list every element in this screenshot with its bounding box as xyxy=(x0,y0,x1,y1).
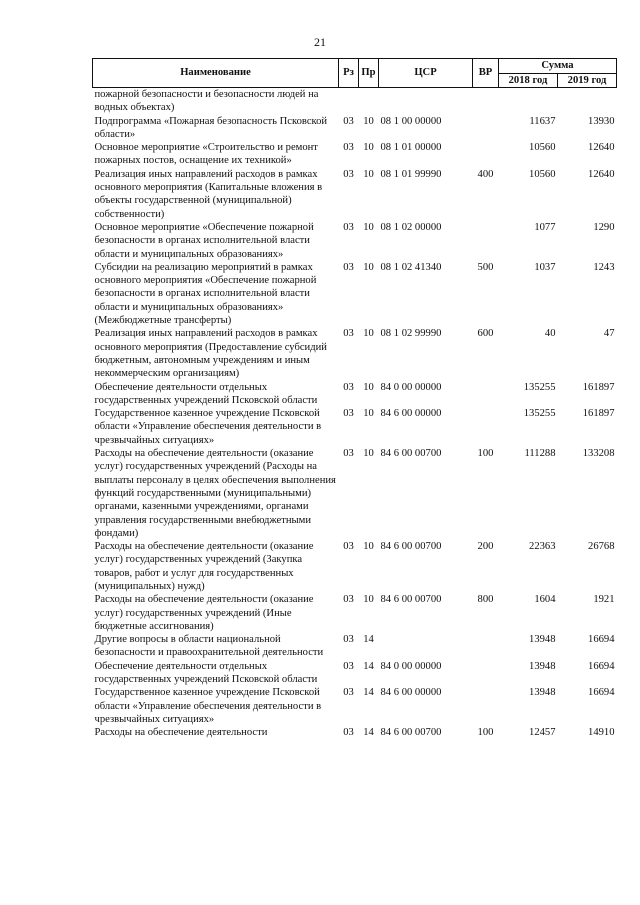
row-csr-cell: 84 6 00 00700 xyxy=(380,448,442,460)
row-csr-cell: 84 0 00 00000 xyxy=(380,660,442,672)
row-vr-cell: 200 xyxy=(477,541,494,553)
row-csr-cell: 08 1 02 99990 xyxy=(380,328,442,340)
row-rz-cell: 03 xyxy=(343,541,354,553)
row-2019-cell: 12640 xyxy=(588,142,615,154)
row-2019-cell: 26768 xyxy=(588,541,615,553)
row-name-cell: Государственное казенное учреждение Псковской области «Управление обеспечения деятельности в чрезвычайных ситуациях» xyxy=(94,408,322,446)
row-2018-cell: 11637 xyxy=(529,115,556,127)
row-csr-cell: 84 6 00 00000 xyxy=(380,408,442,420)
row-rz-cell: 03 xyxy=(343,328,354,340)
row-pr-cell xyxy=(359,88,379,115)
row-pr-cell: 14 xyxy=(363,660,374,672)
row-2018-cell: 40 xyxy=(544,328,556,340)
row-pr-cell: 10 xyxy=(363,115,374,127)
page-number: 21 xyxy=(314,35,326,49)
row-vr-cell xyxy=(473,381,499,408)
row-vr-cell xyxy=(473,221,499,261)
row-pr-cell: 10 xyxy=(363,328,374,340)
row-2018-cell: 10560 xyxy=(529,142,556,154)
row-rz-cell: 03 xyxy=(343,408,354,420)
table-row xyxy=(93,447,617,540)
row-2019-cell: 12640 xyxy=(588,168,615,180)
row-rz-cell: 03 xyxy=(343,168,354,180)
table-row xyxy=(93,88,617,115)
row-2019-cell: 16694 xyxy=(588,660,615,672)
row-csr-cell xyxy=(379,633,473,660)
header-year-2018: 2018 год xyxy=(499,73,558,88)
row-2019-cell: 161897 xyxy=(582,381,615,393)
row-2019-cell: 1290 xyxy=(593,221,615,233)
row-pr-cell: 10 xyxy=(363,168,374,180)
table-row xyxy=(93,407,617,447)
row-2018-cell: 1037 xyxy=(534,261,556,273)
budget-table xyxy=(92,58,617,740)
row-csr-cell: 08 1 02 41340 xyxy=(380,261,442,273)
row-vr-cell xyxy=(473,407,499,447)
row-name-cell: Обеспечение деятельности отдельных государственных учреждений Псковской области xyxy=(94,660,318,686)
row-pr-cell: 10 xyxy=(363,448,374,460)
row-vr-cell xyxy=(473,686,499,726)
row-2018-cell: 135255 xyxy=(523,408,556,420)
header-rz: Рз xyxy=(339,59,359,88)
row-csr-cell: 08 1 02 00000 xyxy=(380,221,442,233)
header-year-2019: 2019 год xyxy=(558,73,617,88)
row-vr-cell xyxy=(473,141,499,168)
row-rz-cell: 03 xyxy=(343,221,354,233)
row-name-cell: Реализация иных направлений расходов в рамках основного мероприятия (Капитальные вложения в объекты государственной (муниципальной) собственности) xyxy=(94,168,323,220)
row-2018-cell: 111288 xyxy=(524,448,556,460)
table-row xyxy=(93,327,617,380)
row-csr-cell xyxy=(379,88,473,115)
row-vr-cell xyxy=(473,633,499,660)
row-2018-cell: 12457 xyxy=(529,727,556,739)
row-2019-cell: 47 xyxy=(603,328,615,340)
table-row xyxy=(93,660,617,687)
table-row xyxy=(93,141,617,168)
row-name-cell: Другие вопросы в области национальной безопасности и правоохранительной деятельности xyxy=(94,634,324,659)
row-2019-cell: 14910 xyxy=(588,727,615,739)
table-row xyxy=(93,540,617,593)
row-csr-cell: 08 1 01 99990 xyxy=(380,168,442,180)
table-row xyxy=(93,115,617,142)
row-pr-cell: 10 xyxy=(363,221,374,233)
row-rz-cell: 03 xyxy=(343,381,354,393)
row-pr-cell: 10 xyxy=(363,261,374,273)
row-name-cell: Государственное казенное учреждение Псковской области «Управление обеспечения деятельности в чрезвычайных ситуациях» xyxy=(94,687,322,725)
table-row xyxy=(93,261,617,327)
row-vr-cell: 400 xyxy=(477,168,494,180)
row-rz-cell: 03 xyxy=(343,142,354,154)
table-row xyxy=(93,221,617,261)
row-2019-cell: 161897 xyxy=(582,408,615,420)
header-csr: ЦСР xyxy=(379,59,473,88)
row-name-cell: Основное мероприятие «Строительство и ремонт пожарных постов, оснащение их техникой» xyxy=(94,142,318,167)
row-2019-cell: 133208 xyxy=(582,448,615,460)
header-sum: Сумма xyxy=(499,59,617,74)
row-rz-cell: 03 xyxy=(343,594,354,606)
row-2018-cell: 13948 xyxy=(529,687,556,699)
row-2018-cell: 13948 xyxy=(529,634,556,646)
row-2019-cell: 1243 xyxy=(593,261,615,273)
row-csr-cell: 84 0 00 00000 xyxy=(380,381,442,393)
row-csr-cell: 84 6 00 00700 xyxy=(380,594,442,606)
row-name-cell: Расходы на обеспечение деятельности xyxy=(94,727,268,739)
row-rz-cell: 03 xyxy=(343,660,354,672)
row-pr-cell: 10 xyxy=(363,594,374,606)
row-2018-cell: 13948 xyxy=(529,660,556,672)
row-vr-cell xyxy=(473,660,499,687)
row-name-cell: Обеспечение деятельности отдельных государственных учреждений Псковской области xyxy=(94,381,318,406)
row-pr-cell: 14 xyxy=(363,727,374,739)
row-rz-cell: 03 xyxy=(343,687,354,699)
row-rz-cell: 03 xyxy=(343,727,354,739)
row-2019-cell: 13930 xyxy=(588,115,615,127)
row-2018-cell: 10560 xyxy=(529,168,556,180)
row-rz-cell: 03 xyxy=(343,261,354,273)
row-rz-cell: 03 xyxy=(343,448,354,460)
row-csr-cell: 08 1 01 00000 xyxy=(380,142,442,154)
table-row xyxy=(93,726,617,739)
row-name-cell: Подпрограмма «Пожарная безопасность Псковской области» xyxy=(94,115,328,140)
row-pr-cell: 10 xyxy=(363,541,374,553)
row-csr-cell: 08 1 00 00000 xyxy=(380,115,442,127)
row-rz-cell: 03 xyxy=(343,634,354,646)
row-name-cell: Реализация иных направлений расходов в рамках основного мероприятия (Предоставление субсидий бюджетным, автономным учреждениям и иным некоммерческим организациям) xyxy=(94,328,327,380)
table-row xyxy=(93,381,617,408)
row-vr-cell: 600 xyxy=(477,328,494,340)
table-body xyxy=(93,88,617,740)
row-vr-cell: 100 xyxy=(477,727,494,739)
row-vr-cell xyxy=(473,115,499,142)
row-2018-cell: 1604 xyxy=(534,594,556,606)
row-name-cell: пожарной безопасности и безопасности людей на водных объектах) xyxy=(94,89,319,114)
row-vr-cell xyxy=(473,88,499,115)
header-vr: ВР xyxy=(473,59,499,88)
table-row xyxy=(93,593,617,633)
row-vr-cell: 500 xyxy=(477,261,494,273)
row-pr-cell: 10 xyxy=(363,408,374,420)
table-row xyxy=(93,686,617,726)
row-pr-cell: 14 xyxy=(363,634,374,646)
row-rz-cell xyxy=(339,88,359,115)
row-name-cell: Расходы на обеспечение деятельности (оказание услуг) государственных учреждений (Закупка товаров, работ и услуг для государственных (муниципальных) нужд) xyxy=(94,541,314,592)
row-vr-cell: 100 xyxy=(477,448,494,460)
header-name: Наименование xyxy=(93,59,339,88)
row-rz-cell: 03 xyxy=(343,115,354,127)
row-2018-cell: 1077 xyxy=(534,221,556,233)
row-csr-cell: 84 6 00 00700 xyxy=(380,541,442,553)
row-vr-cell: 800 xyxy=(477,594,494,606)
row-csr-cell: 84 6 00 00700 xyxy=(380,727,442,739)
row-name-cell: Расходы на обеспечение деятельности (оказание услуг) государственных учреждений (Иные бюджетные ассигнования) xyxy=(94,594,314,632)
row-2019-cell: 16694 xyxy=(588,687,615,699)
row-2018-cell xyxy=(499,88,558,115)
row-name-cell: Расходы на обеспечение деятельности (оказание услуг) государственных учреждений (Расходы на выплаты персоналу в целях обеспечения выполнения функций государственными (муниципальными) органами, казенными учреждениями, органами управления государственными внебюджетными фондами) xyxy=(94,448,336,539)
row-2018-cell: 22363 xyxy=(529,541,556,553)
row-pr-cell: 10 xyxy=(363,381,374,393)
row-name-cell: Субсидии на реализацию мероприятий в рамках основного мероприятия «Обеспечение пожарной безопасности в органах исполнительной власти области и муниципальных образованиях» (Межбюджетные трансферты) xyxy=(94,261,317,327)
table-row xyxy=(93,168,617,221)
row-csr-cell: 84 6 00 00000 xyxy=(380,687,442,699)
row-2018-cell: 135255 xyxy=(523,381,556,393)
table-row xyxy=(93,633,617,660)
row-name-cell: Основное мероприятие «Обеспечение пожарной безопасности в органах исполнительной власти области и муниципальных образованиях» xyxy=(94,221,314,260)
row-2019-cell: 1921 xyxy=(593,594,615,606)
header-pr: Пр xyxy=(359,59,379,88)
row-2019-cell: 16694 xyxy=(588,634,615,646)
row-pr-cell: 10 xyxy=(363,142,374,154)
row-pr-cell: 14 xyxy=(363,687,374,699)
row-2019-cell xyxy=(558,88,617,115)
